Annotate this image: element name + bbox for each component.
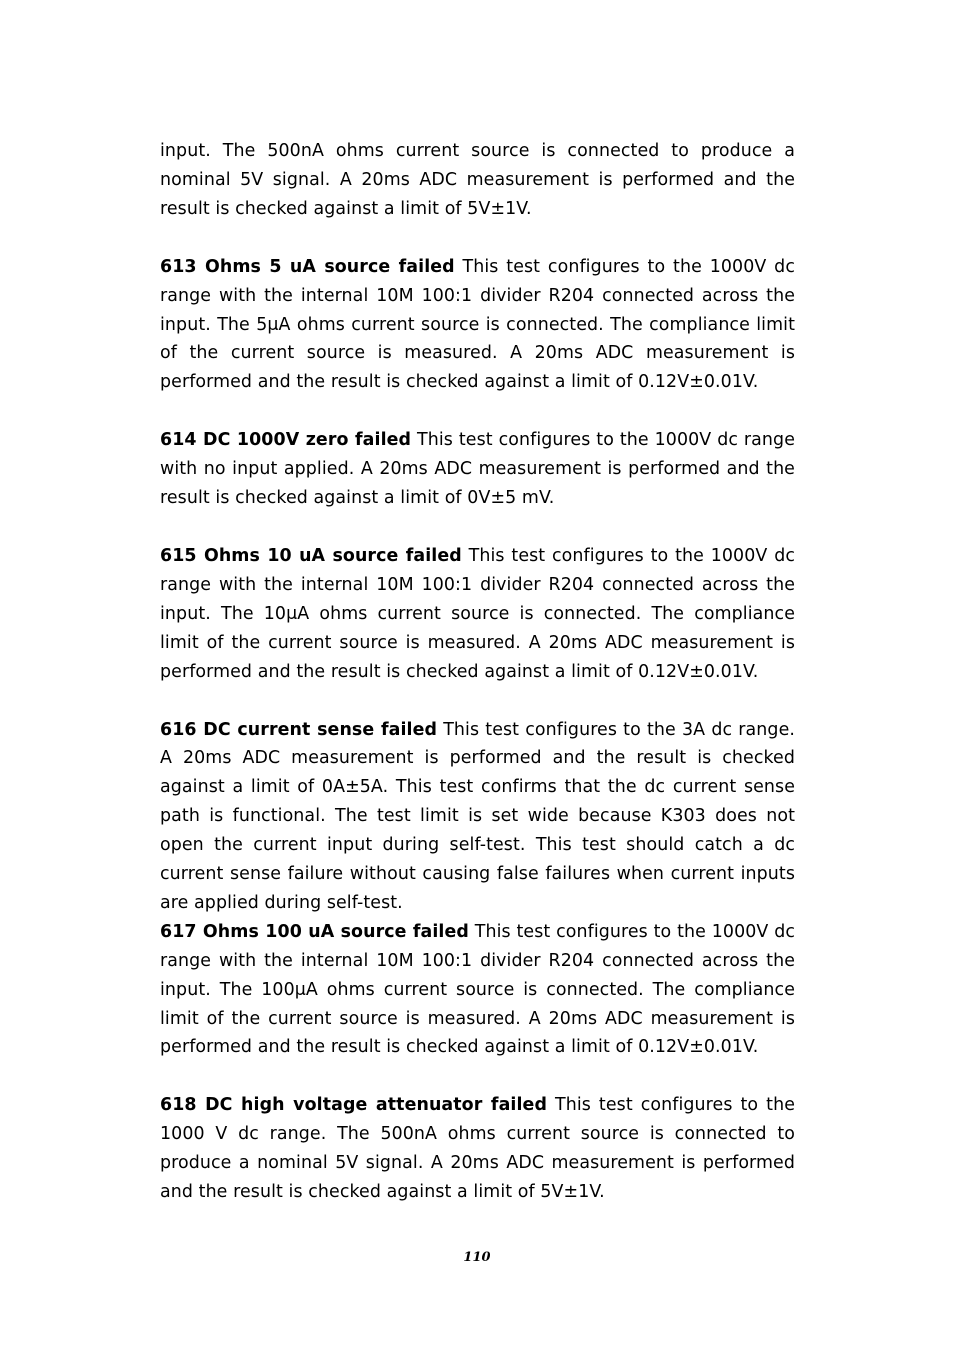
paragraph-text: This test configures to the 1000V dc range with the internal 10M 100:1 divider R204 connected across the input. The 5μA ohms current source is connected. The compliance limit of the current source is measured. A 20ms ADC measurement is performed and the result is checked against a limit of 0.12V±0.01V.: [160, 256, 795, 393]
paragraph-text: This test configures to the 3A dc range. A 20ms ADC measurement is performed and the result is checked against a limit of 0A±5A. This test confirms that the dc current sense path is functional. The test limit is set wide because K303 does not open the current input during self-test. This test should catch a dc current sense failure without causing false failures when current inputs are applied during self-test.: [160, 719, 795, 913]
paragraph-613: [160, 253, 795, 398]
paragraph-617: [160, 918, 795, 1063]
paragraph-616: [160, 716, 795, 918]
paragraph-614: [160, 426, 795, 513]
paragraph-text: This test configures to the 1000V dc range with the internal 10M 100:1 divider R204 connected across the input. The 10μA ohms current source is connected. The compliance limit of the current source is measured. A 20ms ADC measurement is performed and the result is checked against a limit of 0.12V±0.01V.: [160, 545, 795, 682]
paragraph-heading: 615 Ohms 10 uA source failed: [160, 545, 462, 566]
paragraph-text: This test configures to the 1000V dc range with no input applied. A 20ms ADC measurement is performed and the result is checked against a limit of 0V±5 mV.: [160, 430, 795, 509]
paragraph-heading: 616 DC current sense failed: [160, 719, 438, 740]
paragraph-heading: 614 DC 1000V zero failed: [160, 430, 412, 451]
paragraph-continuation: [160, 137, 795, 224]
paragraph-text: input. The 500nA ohms current source is connected to produce a nominal 5V signal. A 20ms ADC measurement is performed and the result is checked against a limit of 5V±1V.: [160, 141, 795, 219]
document-body: [160, 137, 795, 1236]
paragraph-text: This test configures to the 1000 V dc range. The 500nA ohms current source is connected to produce a nominal 5V signal. A 20ms ADC measurement is performed and the result is checked against a limit of 5V±1V.: [160, 1095, 795, 1203]
paragraph-heading: 617 Ohms 100 uA source failed: [160, 921, 469, 942]
paragraph-heading: 613 Ohms 5 uA source failed: [160, 256, 455, 277]
paragraph-text: This test configures to the 1000V dc range with the internal 10M 100:1 divider R204 connected across the input. The 100μA ohms current source is connected. The compliance limit of the current source is measured. A 20ms ADC measurement is performed and the result is checked against a limit of 0.12V±0.01V.: [160, 921, 795, 1058]
page-number: 110: [463, 1250, 491, 1265]
paragraph-618: [160, 1091, 795, 1207]
paragraph-615: [160, 542, 795, 687]
paragraph-heading: 618 DC high voltage attenuator failed: [160, 1095, 547, 1116]
